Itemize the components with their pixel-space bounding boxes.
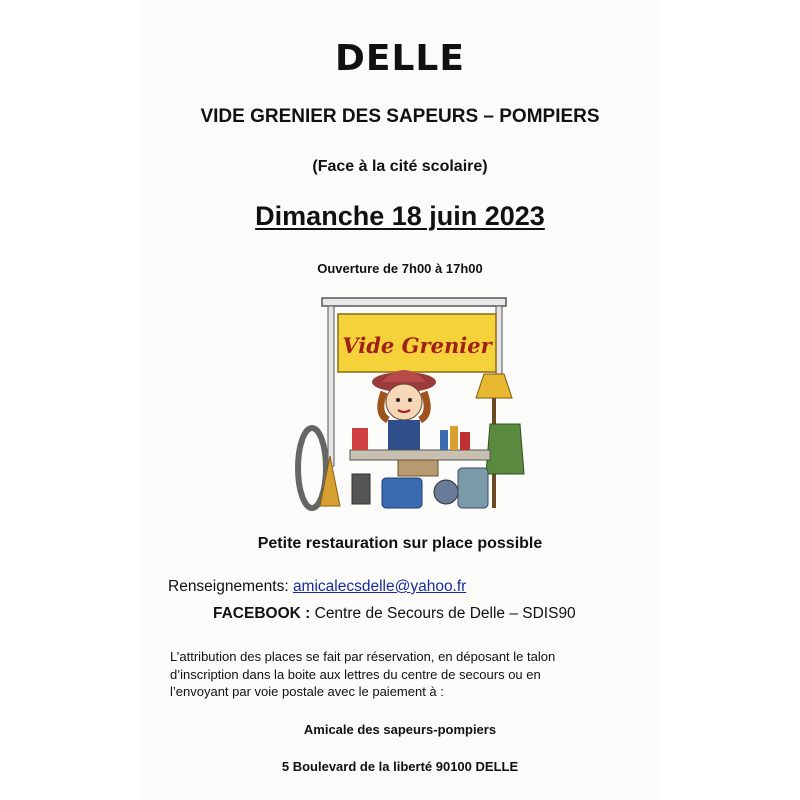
info-line: l’envoyant par voie postale avec le paiement à :: [170, 684, 444, 699]
vide-grenier-illustration: [290, 296, 526, 516]
event-title: VIDE GRENIER DES SAPEURS – POMPIERS: [200, 106, 600, 127]
info-line: L’attribution des places se fait par réservation, en déposant le talon: [170, 649, 556, 664]
contact-email-link[interactable]: amicalecsdelle@yahoo.fr: [292, 578, 467, 595]
contact-label: Renseignements:: [168, 578, 293, 595]
contact-line: [168, 578, 466, 596]
facebook-label: FACEBOOK :: [213, 605, 311, 622]
event-date: [0, 201, 800, 232]
facebook-line: [213, 605, 576, 623]
event-location: (Face à la cité scolaire): [312, 158, 488, 175]
postal-address: 5 Boulevard de la liberté 90100 DELLE: [281, 759, 519, 774]
reservation-info: [170, 648, 630, 701]
opening-hours: Ouverture de 7h00 à 17h00: [317, 261, 483, 276]
event-date-text: Dimanche 18 juin 2023: [255, 201, 545, 231]
sign-text: Vide Grenier: [342, 333, 492, 358]
town-title: DELLE: [335, 38, 465, 79]
facebook-value: Centre de Secours de Delle – SDIS90: [310, 605, 576, 622]
info-line: d’inscription dans la boite aux lettres du centre de secours ou en: [170, 666, 541, 682]
food-notice: Petite restauration sur place possible: [257, 535, 543, 552]
association-name: Amicale des sapeurs-pompiers: [303, 722, 497, 737]
